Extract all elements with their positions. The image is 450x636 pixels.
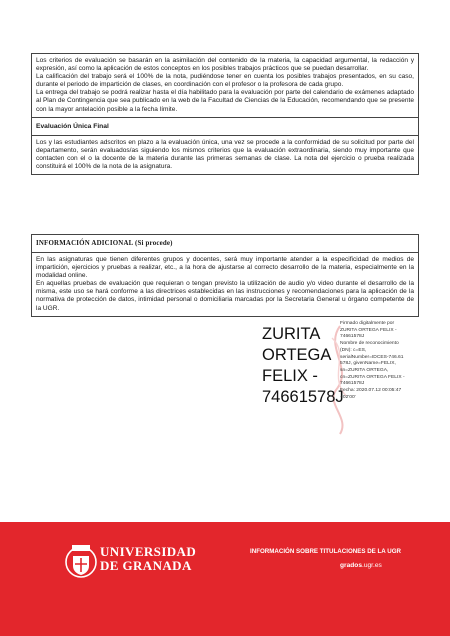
signature-detail-line: sn=ZURITA ORTEGA, (340, 367, 389, 373)
section-heading-informacion-adicional: INFORMACIÓN ADICIONAL (Si procede) (32, 235, 418, 253)
titulaciones-info-title: INFORMACIÓN SOBRE TITULACIONES DE LA UGR (250, 548, 402, 555)
paragraph: En aquellas pruebas de evaluación que requieran o tengan previsto la utilización de audio y/o video durante el desarrollo de la misma, este uso se hará conforme a las directrices establecidas en las instrucciones y recomendaciones para la aplicación de la normativa de protección de datos, intimidad personal o domiciliaria marcadas por la Secretaria General u órgano competente de la UGR. (36, 280, 414, 312)
evaluation-table (31, 53, 419, 175)
university-name-line: UNIVERSIDAD (100, 544, 197, 559)
university-name (100, 545, 196, 573)
signature-detail-line: cn=ZURITA ORTEGA FELIX - (340, 374, 405, 380)
signer-name-line: FELIX - (262, 367, 318, 385)
signer-name (262, 324, 344, 408)
signature-detail-line: Nombre de reconocimiento (340, 341, 399, 347)
signature-detail-line: 74661578J (340, 381, 365, 387)
signer-name-line: ZURITA (262, 325, 321, 343)
signer-name-line: 74661578J (262, 388, 344, 406)
ugr-crest-icon (60, 540, 102, 582)
digital-signature-details (340, 321, 418, 401)
signature-detail-line: Firmado digitalmente por (340, 321, 395, 326)
signer-name-line: ORTEGA (262, 346, 332, 364)
paragraph: Los y las estudiantes adscritos en plazo a la evaluación única, una vez se procede a la conformidad de su solicitud por parte del departamento, serán evaluados/as siguiendo los mismos criterios que la evaluación extraordinaria, siendo muy importante que contacten con el o la docente de la materia durante las primeras semanas de clase. La nota del ejercicio o prueba realizada constituirá el 100% de la nota de la asignatura. (36, 138, 414, 170)
paragraph: En las asignaturas que tienen diferentes grupos y docentes, será muy importante atender a la especificidad de medios de impartición, ejercicios y pruebas a realizar, etc., a la hora de ajustarse al correcto desarrollo de la materia, especialmente en la modalidad online. (36, 256, 414, 280)
signature-detail-line: serialNumber=IDCES-746.61 (340, 354, 404, 360)
signature-detail-line: ZURITA ORTEGA FELIX - (340, 327, 397, 333)
university-name-line: DE GRANADA (100, 558, 192, 573)
additional-info-table (31, 234, 419, 317)
section-heading-unica-final: Evaluación Única Final (32, 118, 418, 136)
signature-detail-line: +02'00' (340, 394, 356, 400)
grados-link[interactable] (340, 562, 382, 569)
signature-detail-line: Fecha: 2020.07.12 00:05:47 (340, 388, 402, 394)
grados-link-domain: .ugr.es (361, 562, 382, 569)
signature-detail-line: (DN): c=ES, (340, 347, 367, 353)
paragraph: La entrega del trabajo se podrá realizar hasta el día habilitado para la evaluación por parte del calendario de exámenes adaptado al Plan de Contingencia que sea publicado en la web de la Facultad de Ciencias de la Educación, recomendando que se presente con la mayor antelación posible a la fecha límite. (36, 89, 414, 113)
additional-info-cell (32, 253, 418, 316)
paragraph: Los criterios de evaluación se basarán en la asimilación del contenido de la materia, la capacidad argumental, la redacción y expresión, así como la aplicación de estos conceptos en los posibles trabajos prácticos que se puedan desarrollar. (36, 57, 414, 73)
grados-link-bold: grados (340, 562, 362, 569)
signature-detail-line: 578J, givenName=FELIX, (340, 361, 396, 367)
unica-final-cell (32, 136, 418, 174)
signature-detail-line: 74661578J (340, 334, 365, 340)
evaluation-criteria-cell (32, 54, 418, 118)
paragraph: La calificación del trabajo será el 100% de la nota, pudiéndose tener en cuenta los posibles trabajos presentados, en su caso, durante el periodo de impartición de clases, en coordinación con el profesor o la profesora de cada grupo. (36, 73, 414, 89)
